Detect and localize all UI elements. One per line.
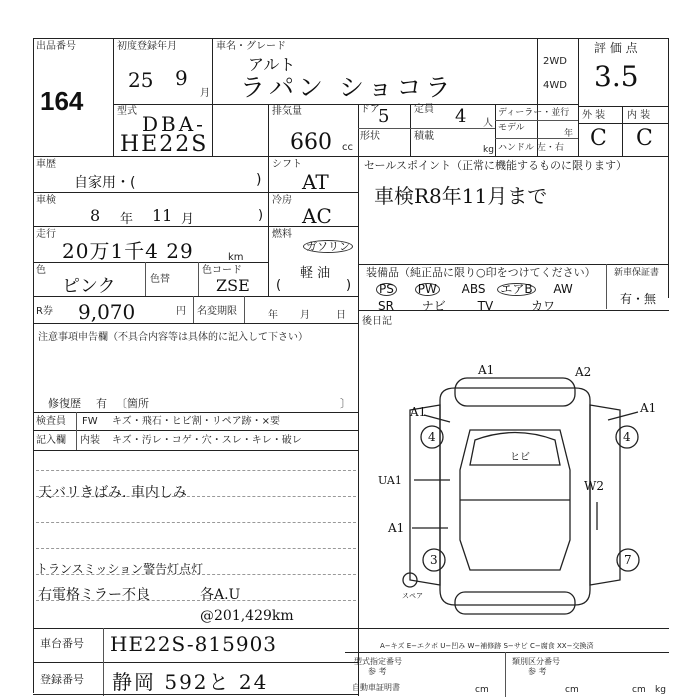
km-unit: km (228, 252, 244, 263)
car-damage-diagram (370, 360, 670, 630)
inspection-year-unit: 年 (120, 212, 134, 227)
recycle-label: R券 (36, 306, 53, 317)
damage-mark-4-right: 4 (623, 430, 631, 444)
first-reg-month: 9 (175, 66, 188, 90)
class-label: 類別区分番号 (512, 657, 560, 666)
name-change-label: 名変期限 (197, 306, 237, 317)
interior-label: 内 装 (627, 110, 651, 121)
inspection-close: ) (258, 208, 264, 223)
ref-1: 参 考 (368, 667, 387, 676)
aircon-value: AC (302, 204, 332, 228)
color-change-label: 色替 (150, 274, 170, 285)
repair-has: 有 (96, 397, 107, 410)
damage-mark-7: 7 (624, 553, 632, 567)
inspector-fw: FW (82, 416, 98, 427)
equipment-label: 装備品（純正品に限り○印をつけてください） (366, 266, 596, 279)
damage-legend: A−キズ E−エクボ U−凹み W−補修跡 S−サビ C−腐食 XX−交換済 (380, 642, 594, 650)
damage-mark-a1-lower: A1 (388, 521, 405, 535)
first-reg-label: 初度登録年月 (117, 41, 177, 52)
equip-aw: AW (553, 282, 573, 296)
month-unit: 月 (200, 88, 210, 99)
type-line1: DBA- (142, 112, 206, 136)
shape-label: 形状 (360, 131, 380, 142)
kg-unit-footer: kg (655, 685, 666, 695)
fuel-paren-open: ( (276, 278, 282, 293)
car-history-value: 自家用・( (74, 175, 136, 191)
capacity-label: 定員 (414, 104, 434, 115)
warranty-label: 新車保証書 (614, 268, 660, 278)
damage-mark-ua1: UA1 (378, 474, 402, 487)
aircon-label: 冷房 (272, 195, 292, 206)
chassis-label: 車台番号 (40, 637, 84, 650)
car-history-label: 車歴 (36, 159, 56, 170)
mileage-value: 20万1千4 29 (62, 239, 194, 263)
cert-label: 自動車証明書 (352, 683, 400, 692)
inspector-label: 検査員 (36, 416, 66, 427)
equip-tv: TV (477, 299, 494, 313)
type-label: 型式 (117, 106, 137, 117)
lot-no-label: 出品番号 (36, 41, 76, 52)
cc-unit: cc (342, 142, 353, 153)
fuel-gasoline: ガソリン (303, 240, 353, 253)
attention-label: 注意事項申告欄（不具合内容等は具体的に記入して下さい） (38, 332, 308, 343)
rear-note-label: 後日記 (362, 316, 392, 327)
registration-label: 登録番号 (40, 673, 84, 686)
recorder-label: 記入欄 (36, 435, 66, 446)
cm-unit-3: cm (632, 685, 646, 695)
equip-pw: PW (415, 283, 440, 296)
lot-number: 164 (40, 86, 84, 116)
car-name: アルト (248, 55, 296, 74)
note-line-2: トランスミッション警告灯点灯 (36, 562, 204, 576)
note-line-3: 右電格ミラー不良 (38, 587, 150, 603)
chassis-value: HE22S-815903 (110, 632, 278, 656)
mileage-label: 走行 (36, 229, 56, 240)
doors-label: ドア (360, 104, 380, 115)
equipment-row2 (378, 297, 555, 314)
score-label: 評 価 点 (594, 41, 638, 55)
displacement-label: 排気量 (272, 106, 302, 117)
shift-label: シフト (272, 159, 302, 170)
inspection-month: 11 (152, 206, 173, 225)
equip-abs: ABS (461, 282, 486, 296)
model-grade-label: 車名・グレード (216, 41, 286, 52)
registration-value: 静岡 592と 24 (112, 670, 269, 694)
sales-point-label: セールスポイント（正常に機能するものに限ります） (364, 159, 628, 172)
color-code: ZSE (216, 276, 250, 295)
sales-point-text: 車検R8年11月まで (374, 184, 548, 208)
kg-unit: kg (483, 145, 494, 155)
inspector-items: キズ・飛石・ヒビ割・リペア跡・×要 (112, 416, 280, 427)
note-line-5: @201,429km (200, 608, 294, 624)
cm-unit-1: cm (475, 685, 489, 695)
equip-navi: ナビ (421, 299, 446, 313)
load-label: 積載 (414, 131, 434, 142)
type-designation-label: 型式指定番号 (354, 657, 402, 666)
doors-value: 5 (378, 106, 390, 127)
capacity-value: 4 (455, 106, 467, 127)
damage-mark-3: 3 (430, 553, 438, 567)
exterior-label: 外 装 (582, 110, 606, 121)
fuel-diesel: 軽 油 (300, 266, 331, 281)
person-unit: 人 (483, 118, 493, 129)
year-label: 年 (564, 129, 574, 139)
yen-unit: 円 (176, 306, 186, 317)
equip-ps: PS (376, 283, 397, 296)
drive-2wd: 2WD (543, 56, 567, 67)
cm-unit-2: cm (565, 685, 579, 695)
ref-2: 参 考 (528, 667, 547, 676)
inspection-label: 車検 (36, 195, 56, 206)
name-change-day: 日 (336, 310, 346, 321)
model-label: モデル (498, 123, 525, 133)
note-line-4: 各A.U (200, 587, 241, 603)
repair-close: 〕 (340, 397, 351, 410)
recorder-items: キズ・汚レ・コゲ・穴・スレ・キレ・破レ (112, 435, 302, 446)
damage-mark-a1-left: A1 (410, 405, 427, 419)
damage-mark-a2-top: A2 (575, 365, 592, 379)
note-line-1: 天バリきばみ. 車内しみ (38, 485, 187, 501)
damage-mark-a1-right: A1 (640, 401, 657, 415)
shift-value: AT (302, 170, 329, 194)
inspection-month-unit: 月 (181, 212, 195, 227)
interior-grade: C (636, 126, 653, 151)
inspection-year: 8 (90, 206, 101, 225)
fuel-label: 燃料 (272, 229, 292, 240)
spare-label: スペア (402, 592, 423, 600)
repair-history-label: 修復歴 (48, 397, 81, 410)
color-label: 色 (36, 265, 46, 276)
fuel-paren-close: ) (346, 278, 352, 293)
repair-location: 〔箇所 (116, 397, 149, 410)
damage-mark-4-left: 4 (428, 430, 436, 444)
first-reg-year: 25 (128, 68, 154, 92)
color-value: ピンク (62, 276, 116, 297)
recycle-value: 9,070 (78, 300, 136, 324)
equip-sr: SR (378, 299, 394, 313)
damage-mark-w2: W2 (584, 479, 604, 493)
grade: ラパン ショコラ (240, 73, 455, 102)
equip-airbag: エアB (497, 283, 535, 296)
drive-4wd: 4WD (543, 80, 567, 91)
color-code-label: 色コード (202, 265, 242, 276)
equipment-row1 (376, 282, 573, 296)
car-history-close: ) (256, 172, 262, 188)
type-line2: HE22S (120, 132, 209, 157)
damage-mark-hibi: ヒビ (510, 452, 530, 463)
recorder-interior: 内装 (80, 435, 100, 446)
displacement-value: 660 (290, 130, 332, 155)
score-value: 3.5 (594, 60, 639, 93)
exterior-grade: C (590, 126, 607, 151)
name-change-month: 月 (300, 310, 310, 321)
warranty-value: 有・無 (620, 292, 657, 306)
damage-mark-a1-top: A1 (478, 363, 495, 377)
name-change-year: 年 (268, 310, 278, 321)
handle-label: ハンドル 左・右 (498, 143, 564, 153)
equip-kawa: カワ (531, 299, 556, 313)
dealer-label: ディーラー・並行 (498, 108, 570, 118)
